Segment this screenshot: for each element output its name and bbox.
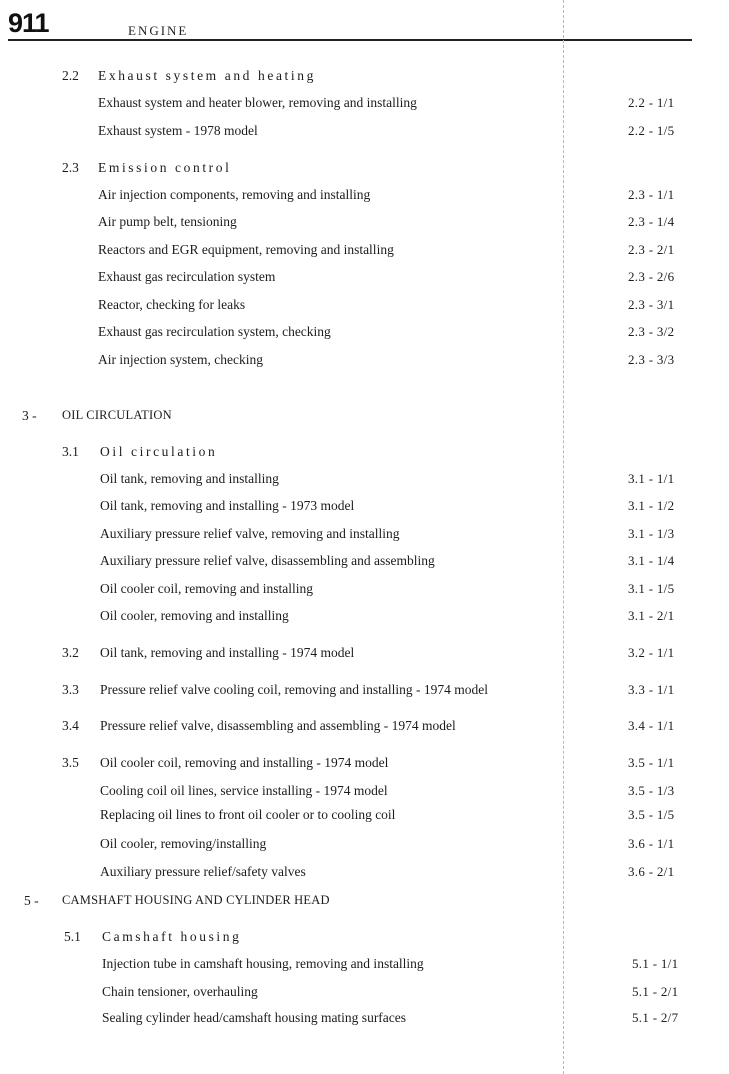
entry-ref: 3.5 - 1/5 (628, 807, 675, 822)
entry-text: Chain tensioner, overhauling (102, 984, 258, 999)
toc-entry[interactable] (0, 242, 729, 262)
toc-entry[interactable] (0, 682, 729, 702)
entry-ref: 2.3 - 3/2 (628, 324, 675, 339)
header-divider (8, 39, 692, 41)
toc-entry[interactable] (0, 608, 729, 628)
entry-text: Exhaust gas recirculation system, checking (98, 324, 331, 339)
toc-entry[interactable] (0, 187, 729, 207)
entry-text: Exhaust system and heater blower, removing and installing (98, 95, 417, 110)
toc-entry[interactable] (0, 95, 729, 115)
entry-text: Sealing cylinder head/camshaft housing mating surfaces (102, 1010, 407, 1025)
section-number: 5 - (24, 893, 39, 908)
subsection-title: Oil circulation (100, 444, 218, 459)
subsection-heading (0, 444, 729, 464)
toc-entry[interactable] (0, 836, 729, 856)
entry-text: Oil cooler, removing/installing (100, 836, 267, 851)
entry-text: Cooling coil oil lines, service installing - 1974 model (100, 783, 388, 798)
entry-text: Oil cooler coil, removing and installing (100, 581, 313, 596)
entry-text: Auxiliary pressure relief/safety valves (100, 864, 306, 879)
toc-entry[interactable] (0, 553, 729, 573)
entry-text: Oil tank, removing and installing - 1974 model (100, 645, 355, 660)
entry-text: Air injection components, removing and installing (98, 187, 371, 202)
entry-ref: 5.1 - 1/1 (632, 956, 679, 971)
toc-entry[interactable] (0, 645, 729, 665)
section-title: CAMSHAFT HOUSING AND CYLINDER HEAD (62, 893, 330, 907)
entry-ref: 2.3 - 3/3 (628, 352, 675, 367)
entry-ref: 2.3 - 2/6 (628, 269, 675, 284)
entry-text: Reactors and EGR equipment, removing and installing (98, 242, 394, 257)
entry-ref: 3.5 - 1/1 (628, 755, 675, 770)
entry-ref: 3.6 - 2/1 (628, 864, 675, 879)
entry-ref: 2.2 - 1/1 (628, 95, 675, 110)
entry-ref: 5.1 - 2/7 (632, 1010, 679, 1025)
subsection-heading (0, 929, 729, 949)
entry-ref: 3.1 - 1/1 (628, 471, 675, 486)
toc-entry[interactable] (0, 324, 729, 344)
entry-text: Pressure relief valve cooling coil, removing and installing - 1974 model (100, 682, 489, 697)
subsection-number: 3.3 (62, 682, 79, 697)
entry-ref: 3.2 - 1/1 (628, 645, 675, 660)
subsection-number: 2.3 (62, 160, 79, 175)
entry-text: Oil tank, removing and installing - 1973 model (100, 498, 355, 513)
subsection-number: 5.1 (64, 929, 81, 944)
entry-text: Replacing oil lines to front oil cooler or to cooling coil (100, 807, 396, 822)
entry-ref: 5.1 - 2/1 (632, 984, 679, 999)
subsection-number: 3.5 (62, 755, 79, 770)
toc-entry[interactable] (0, 718, 729, 738)
toc-entry[interactable] (0, 471, 729, 491)
entry-text: Oil cooler coil, removing and installing - 1974 model (100, 755, 389, 770)
subsection-number: 3.4 (62, 718, 79, 733)
section-heading (0, 893, 729, 913)
toc-entry[interactable] (0, 498, 729, 518)
entry-ref: 3.1 - 1/5 (628, 581, 675, 596)
toc-entry[interactable] (0, 783, 729, 803)
entry-text: Reactor, checking for leaks (98, 297, 246, 312)
entry-ref: 3.4 - 1/1 (628, 718, 675, 733)
toc-entry[interactable] (0, 269, 729, 289)
section-title: ENGINE (128, 23, 189, 38)
entry-ref: 2.3 - 2/1 (628, 242, 675, 257)
toc-entry[interactable] (0, 755, 729, 775)
entry-text: Pressure relief valve, disassembling and assembling - 1974 model (100, 718, 456, 733)
toc-entry[interactable] (0, 123, 729, 143)
section-number: 3 - (22, 408, 37, 423)
entry-text: Oil tank, removing and installing (100, 471, 279, 486)
toc-entry[interactable] (0, 864, 729, 884)
entry-text: Exhaust gas recirculation system (98, 269, 276, 284)
subsection-title: Exhaust system and heating (98, 68, 316, 83)
entry-ref: 3.1 - 2/1 (628, 608, 675, 623)
subsection-title: Emission control (98, 160, 232, 175)
entry-ref: 2.2 - 1/5 (628, 123, 675, 138)
entry-ref: 3.3 - 1/1 (628, 682, 675, 697)
entry-ref: 3.6 - 1/1 (628, 836, 675, 851)
toc-entry[interactable] (0, 297, 729, 317)
entry-text: Exhaust system - 1978 model (98, 123, 258, 138)
section-heading (0, 408, 729, 428)
entry-text: Injection tube in camshaft housing, removing and installing (102, 956, 424, 971)
entry-text: Oil cooler, removing and installing (100, 608, 289, 623)
entry-ref: 3.1 - 1/2 (628, 498, 675, 513)
subsection-number: 3.1 (62, 444, 79, 459)
subsection-title: Camshaft housing (102, 929, 242, 944)
subsection-number: 2.2 (62, 68, 79, 83)
entry-text: Auxiliary pressure relief valve, removing and installing (100, 526, 400, 541)
toc-entry[interactable] (0, 526, 729, 546)
entry-ref: 3.1 - 1/3 (628, 526, 675, 541)
toc-entry[interactable] (0, 984, 729, 1004)
entry-text: Auxiliary pressure relief valve, disassembling and assembling (100, 553, 435, 568)
entry-ref: 2.3 - 3/1 (628, 297, 675, 312)
toc-entry[interactable] (0, 581, 729, 601)
toc-entry[interactable] (0, 1010, 729, 1030)
entry-ref: 3.5 - 1/3 (628, 783, 675, 798)
toc-entry[interactable] (0, 352, 729, 372)
subsection-heading (0, 160, 729, 180)
subsection-heading (0, 68, 729, 88)
toc-entry[interactable] (0, 956, 729, 976)
entry-text: Air injection system, checking (98, 352, 263, 367)
entry-ref: 2.3 - 1/1 (628, 187, 675, 202)
toc-entry[interactable] (0, 214, 729, 234)
toc-entry[interactable] (0, 807, 729, 827)
entry-text: Air pump belt, tensioning (98, 214, 237, 229)
entry-ref: 2.3 - 1/4 (628, 214, 675, 229)
entry-ref: 3.1 - 1/4 (628, 553, 675, 568)
section-title: OIL CIRCULATION (62, 408, 172, 422)
subsection-number: 3.2 (62, 645, 79, 660)
model-number: 911 (8, 8, 49, 38)
